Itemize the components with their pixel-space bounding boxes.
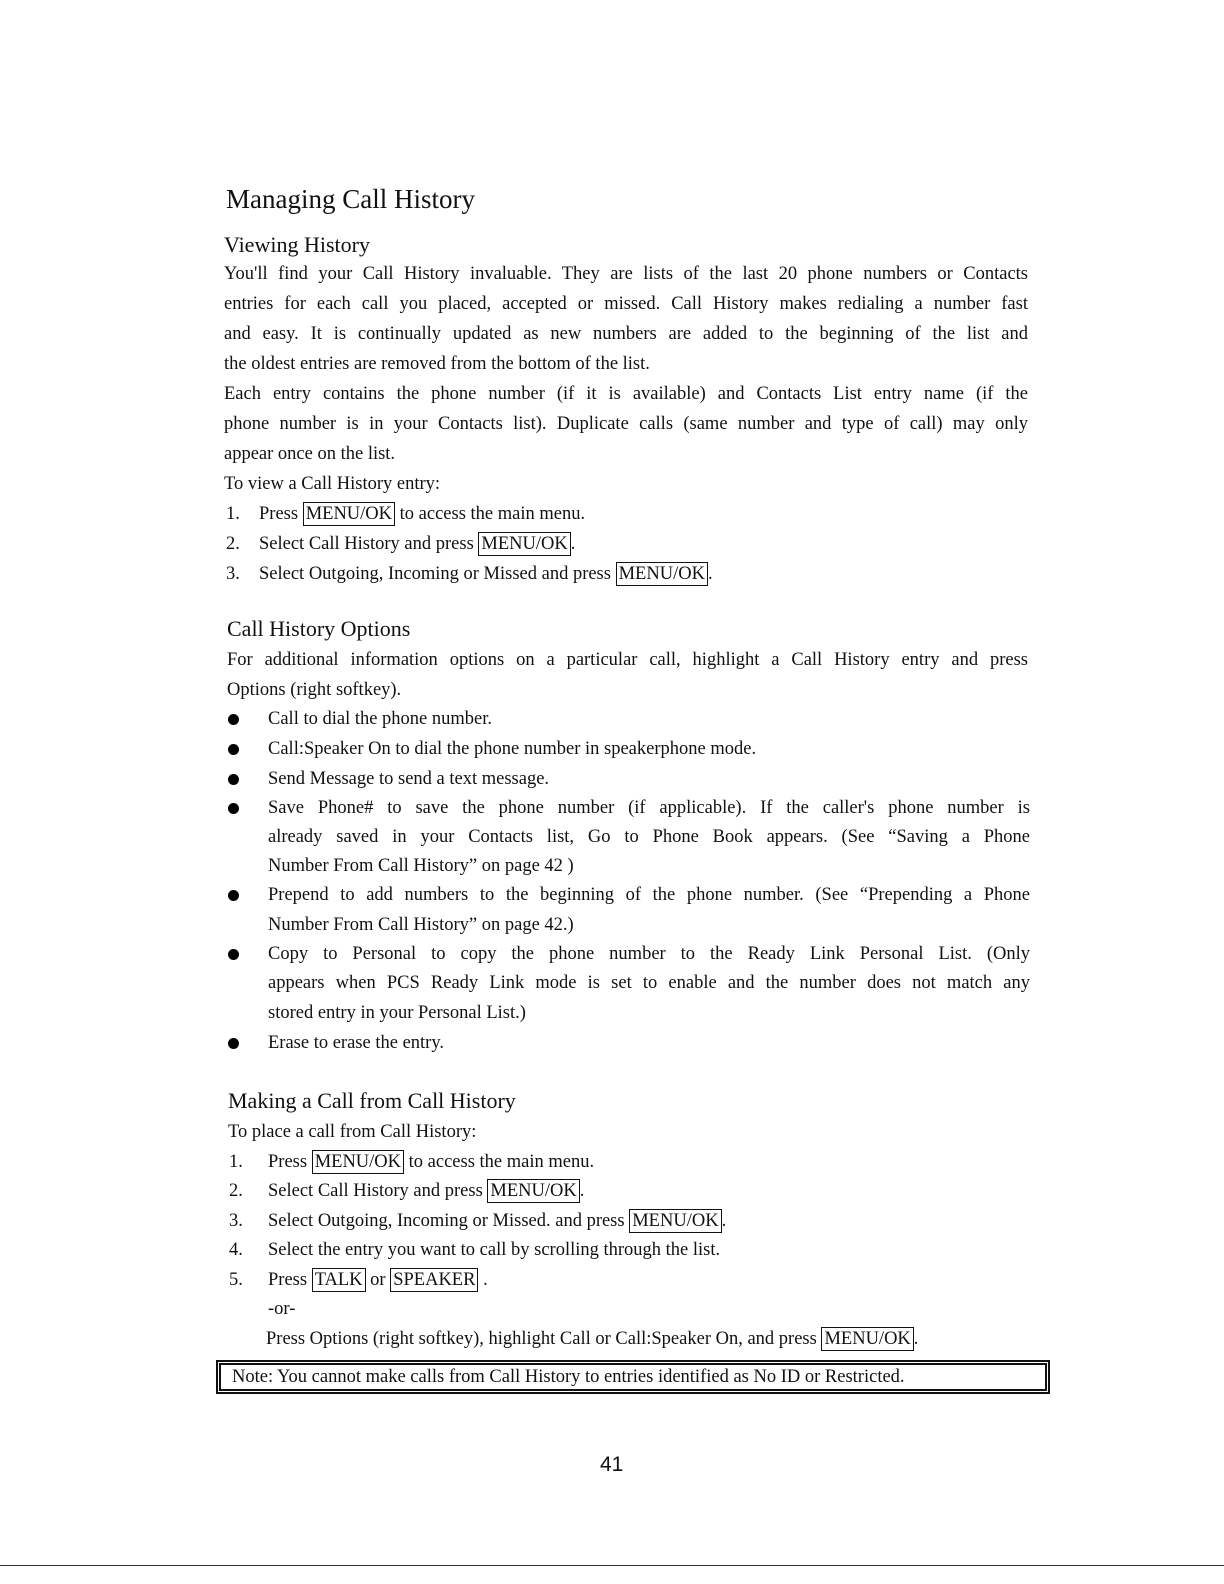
step-number: 4. <box>229 1240 243 1260</box>
option-item-continued: Number From Call History” on page 42.) <box>268 915 574 935</box>
making-step: Select the entry you want to call by scrolling through the list. <box>268 1240 721 1260</box>
viewing-paragraph-line: and easy. It is continually updated as new numbers are added to the beginning of the list and <box>224 324 1028 344</box>
viewing-step: Select Outgoing, Incoming or Missed and press MENU/OK . <box>259 564 713 584</box>
viewing-step: Select Call History and press MENU/OK . <box>259 534 576 554</box>
page-number: 41 <box>600 1453 624 1476</box>
option-item: Call:Speaker On to dial the phone number in speakerphone mode. <box>268 739 757 759</box>
menu-ok-key: MENU/OK <box>616 562 708 586</box>
viewing-paragraph-line: the oldest entries are removed from the bottom of the list. <box>224 354 650 374</box>
bullet-icon <box>228 890 239 901</box>
talk-key: TALK <box>312 1268 366 1292</box>
option-item: Call to dial the phone number. <box>268 709 493 729</box>
option-item: Save Phone# to save the phone number (if applicable). If the caller's phone number is <box>268 798 1030 818</box>
menu-ok-key: MENU/OK <box>629 1209 721 1233</box>
making-step: Select Call History and press MENU/OK . <box>268 1181 585 1201</box>
speaker-key: SPEAKER <box>390 1268 478 1292</box>
option-item: Erase to erase the entry. <box>268 1033 445 1053</box>
viewing-steps-intro: To view a Call History entry: <box>224 474 441 494</box>
note-text: Note: You cannot make calls from Call History to entries identified as No ID or Restricted. <box>232 1367 905 1387</box>
bullet-icon <box>228 803 239 814</box>
options-intro-line: Options (right softkey). <box>227 680 402 700</box>
step-number: 3. <box>226 564 240 584</box>
step-number: 2. <box>226 534 240 554</box>
step-number: 1. <box>229 1152 243 1172</box>
step-number: 3. <box>229 1211 243 1231</box>
step-number: 2. <box>229 1181 243 1201</box>
option-item-continued: Number From Call History” on page 42 ) <box>268 856 574 876</box>
step-number: 5. <box>229 1270 243 1290</box>
making-step: Select Outgoing, Incoming or Missed. and press MENU/OK . <box>268 1211 727 1231</box>
making-step: Press TALK or SPEAKER . <box>268 1270 488 1290</box>
menu-ok-key: MENU/OK <box>487 1179 579 1203</box>
page-title: Managing Call History <box>226 184 475 214</box>
making-call-heading: Making a Call from Call History <box>228 1088 516 1113</box>
making-step: Press MENU/OK to access the main menu. <box>268 1152 595 1172</box>
making-steps-intro: To place a call from Call History: <box>228 1122 477 1142</box>
menu-ok-key: MENU/OK <box>312 1150 404 1174</box>
viewing-paragraph-line: You'll find your Call History invaluable. They are lists of the last 20 phone numbers or Contacts <box>224 264 1028 284</box>
note-box <box>216 1360 1050 1394</box>
or-separator: -or- <box>268 1299 296 1319</box>
viewing-paragraph-line: phone number is in your Contacts list). Duplicate calls (same number and type of call) may only <box>224 414 1028 434</box>
option-item-continued: already saved in your Contacts list, Go to Phone Book appears. (See “Saving a Phone <box>268 827 1030 847</box>
bullet-icon <box>228 744 239 755</box>
making-alt-step: Press Options (right softkey), highlight Call or Call:Speaker On, and press MENU/OK . <box>266 1329 919 1349</box>
viewing-history-heading: Viewing History <box>224 232 370 257</box>
menu-ok-key: MENU/OK <box>303 502 395 526</box>
bullet-icon <box>228 1038 239 1049</box>
option-item: Copy to Personal to copy the phone number to the Ready Link Personal List. (Only <box>268 944 1030 964</box>
viewing-paragraph-line: Each entry contains the phone number (if it is available) and Contacts List entry name (if the <box>224 384 1028 404</box>
menu-ok-key: MENU/OK <box>478 532 570 556</box>
step-number: 1. <box>226 504 240 524</box>
viewing-paragraph-line: entries for each call you placed, accepted or missed. Call History makes redialing a number fast <box>224 294 1028 314</box>
viewing-step: Press MENU/OK to access the main menu. <box>259 504 586 524</box>
option-item-continued: appears when PCS Ready Link mode is set to enable and the number does not match any <box>268 973 1030 993</box>
bullet-icon <box>228 774 239 785</box>
bullet-icon <box>228 949 239 960</box>
page-edge-divider <box>0 1565 1224 1566</box>
bullet-icon <box>228 714 239 725</box>
menu-ok-key: MENU/OK <box>821 1327 913 1351</box>
call-history-options-heading: Call History Options <box>227 616 411 641</box>
option-item-continued: stored entry in your Personal List.) <box>268 1003 526 1023</box>
option-item: Send Message to send a text message. <box>268 769 550 789</box>
option-item: Prepend to add numbers to the beginning of the phone number. (See “Prepending a Phone <box>268 885 1030 905</box>
options-intro-line: For additional information options on a particular call, highlight a Call History entry and press <box>227 650 1028 670</box>
viewing-paragraph-line: appear once on the list. <box>224 444 396 464</box>
